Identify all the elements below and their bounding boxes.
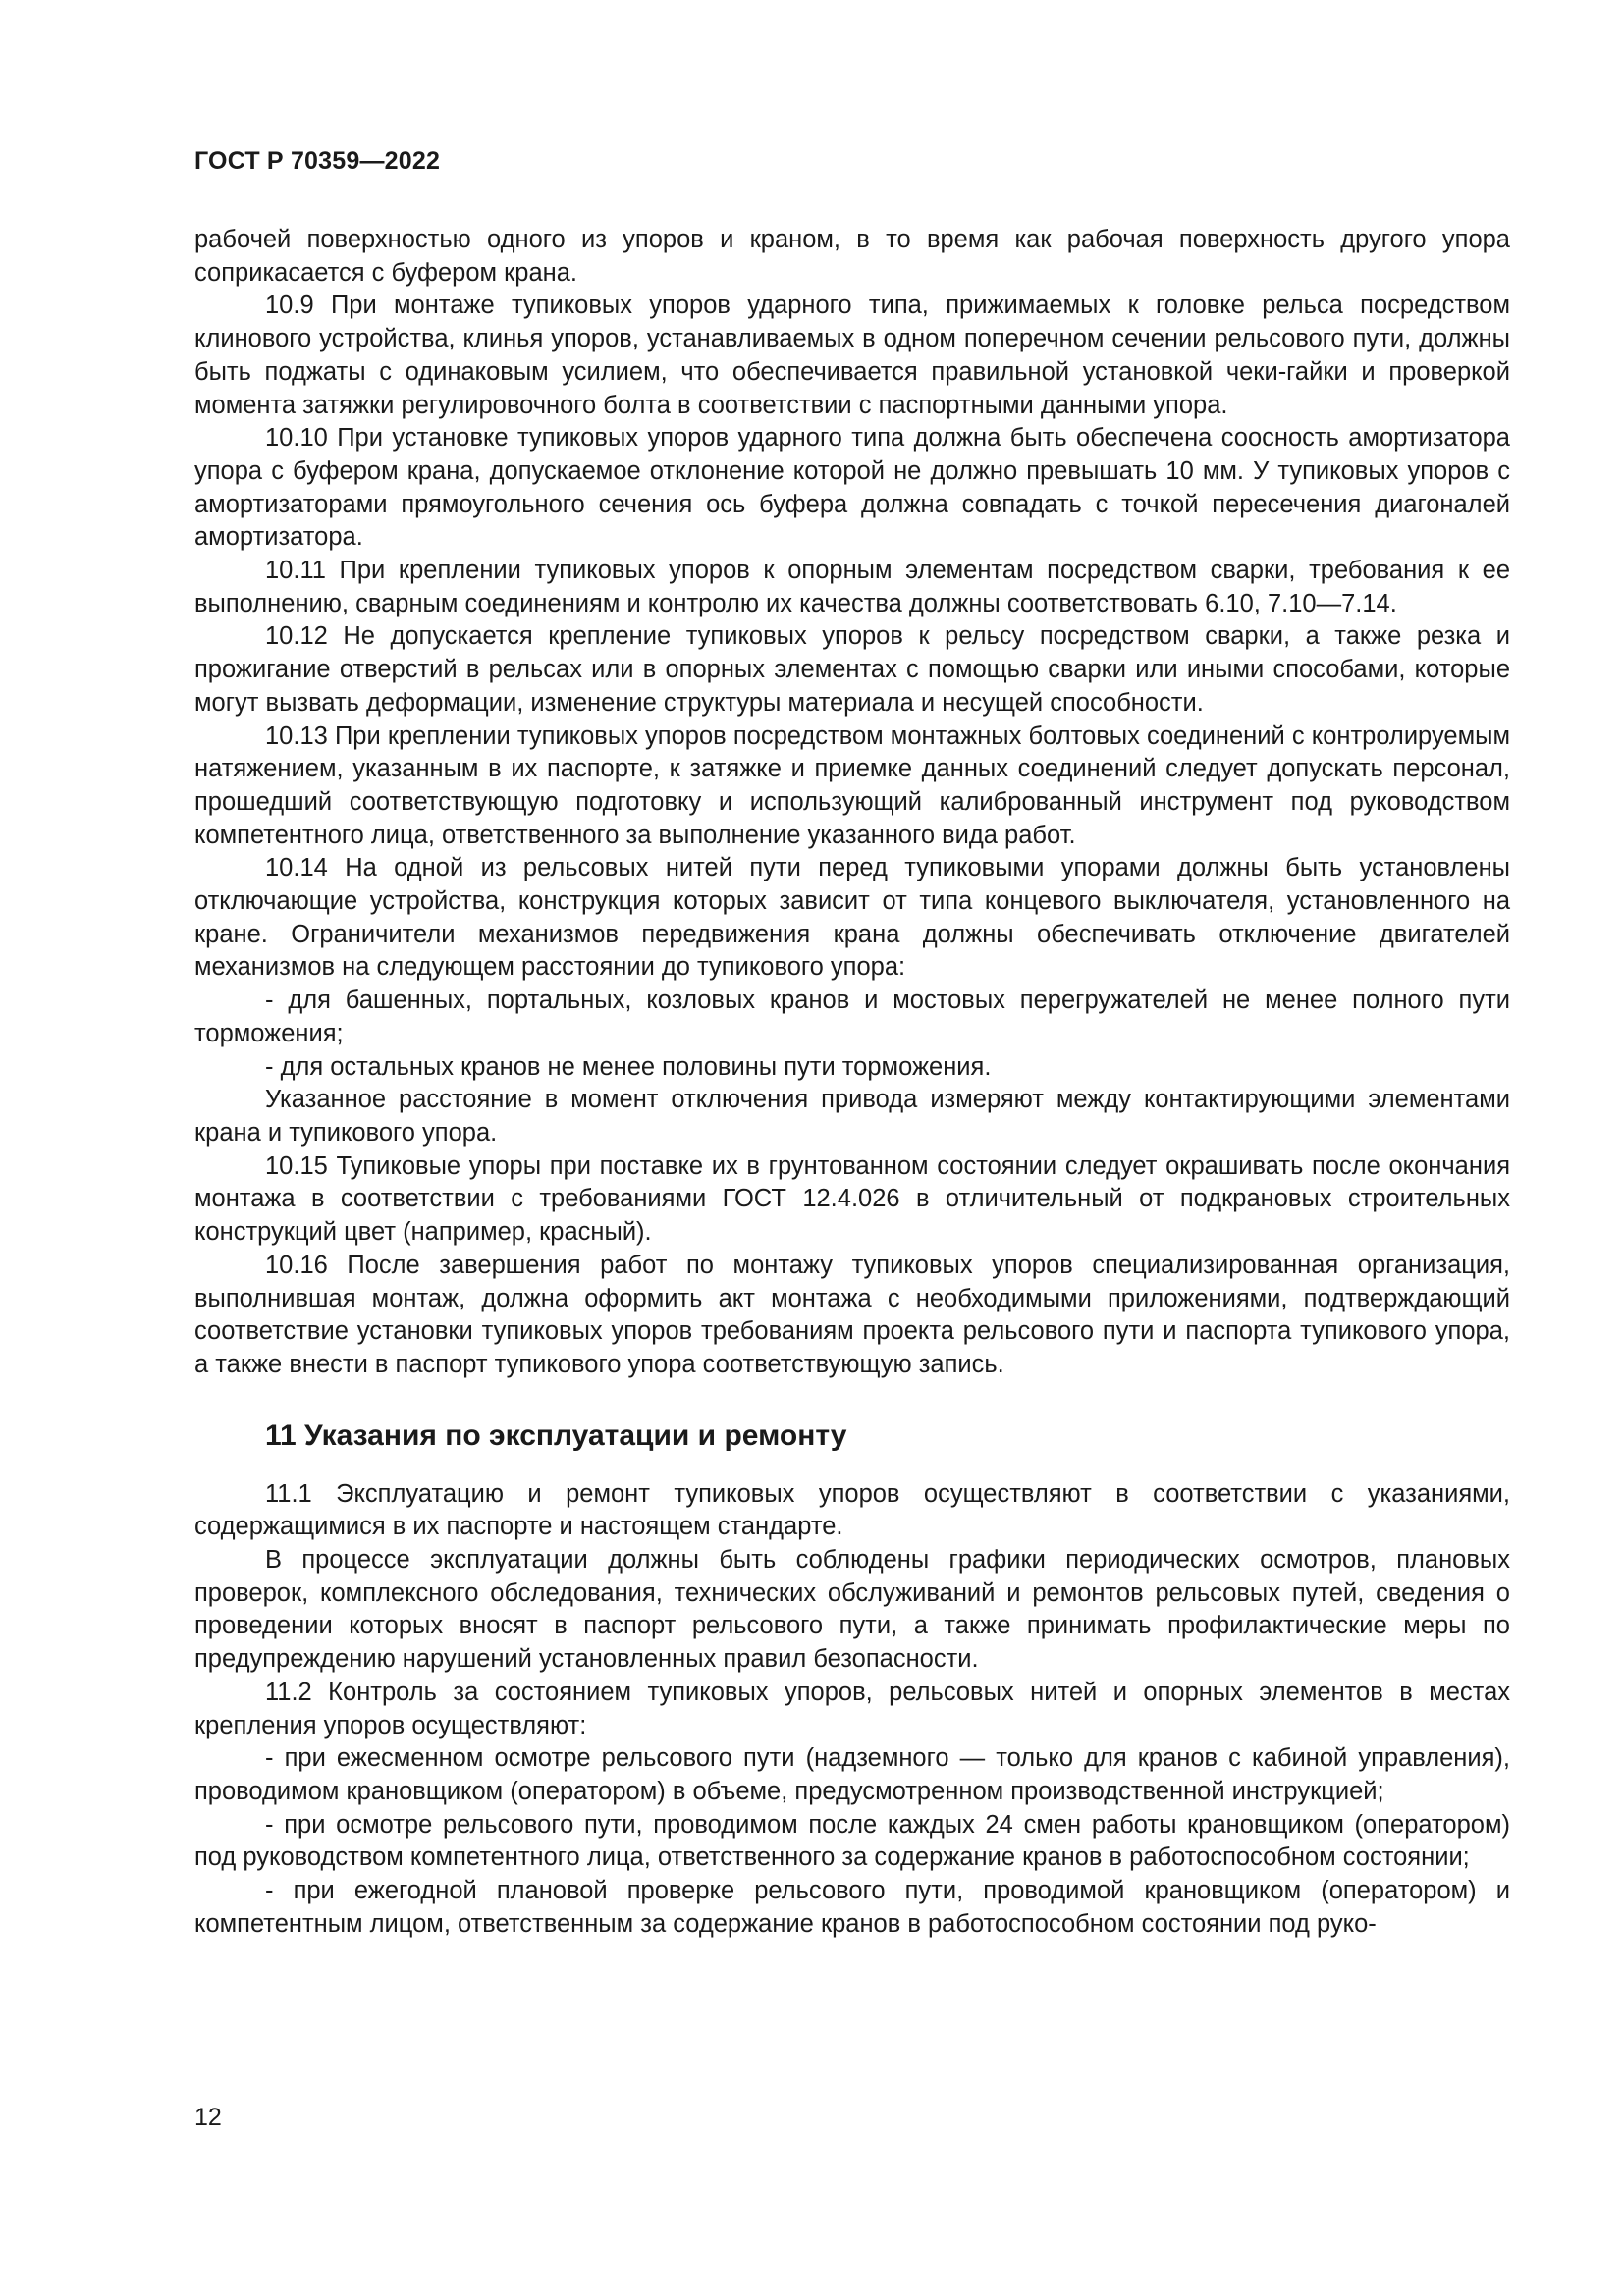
paragraph: 11.1 Эксплуатацию и ремонт тупиковых упоров осуществляют в соответствии с указаниями, содержащимися в их паспорте и настоящем стандарте. bbox=[194, 1479, 1510, 1541]
document-body bbox=[194, 224, 1510, 1941]
paragraph: 10.16 После завершения работ по монтажу тупиковых упоров специализированная организация, выполнившая монтаж, должна оформить акт монтажа с необходимыми приложениями, подтверждающий соответствие установки тупиковых упоров требованиям проекта рельсового пути и паспорта тупикового упора, а также внести в паспорт тупикового упора соответствующую запись. bbox=[194, 1251, 1510, 1378]
paragraph: рабочей поверхностью одного из упоров и краном, в то время как рабочая поверхность другого упора соприкасается с буфером крана. bbox=[194, 226, 1510, 287]
page-number: 12 bbox=[194, 2104, 222, 2131]
paragraph: 11.2 Контроль за состоянием тупиковых упоров, рельсовых нитей и опорных элементов в местах крепления упоров осуществляют: bbox=[194, 1678, 1510, 1739]
paragraph: В процессе эксплуатации должны быть соблюдены графики периодических осмотров, плановых проверок, комплексного обследования, технических обслуживаний и ремонтов рельсовых путей, сведения о проведении которых вносят в паспорт рельсового пути, а также принимать профилактические меры по предупреждению нарушений установленных правил безопасности. bbox=[194, 1546, 1510, 1674]
section-title: 11 Указания по эксплуатации и ремонту bbox=[265, 1418, 847, 1452]
paragraph: 10.12 Не допускается крепление тупиковых упоров к рельсу посредством сварки, а также резка и прожигание отверстий в рельсах или в опорных элементах с помощью сварки или иными способами, которые могут вызвать деформации, изменение структуры материала и несущей способности. bbox=[194, 622, 1510, 717]
paragraph: 10.13 При креплении тупиковых упоров посредством монтажных болтовых соединений с контролируемым натяжением, указанным в их паспорте, к затяжке и приемке данных соединений следует допускать персонал, прошедший соответствующую подготовку и использующий калиброванный инструмент под руководством компетентного лица, ответственного за выполнение указанного вида работ. bbox=[194, 721, 1510, 849]
paragraph: 10.15 Тупиковые упоры при поставке их в грунтованном состоянии следует окрашивать после окончания монтажа в соответствии с требованиями ГОСТ 12.4.026 в отличительный от подкрановых строительных конструкций цвет (например, красный). bbox=[194, 1151, 1510, 1247]
document-header: ГОСТ Р 70359—2022 bbox=[194, 147, 441, 175]
section-10-continuation bbox=[194, 224, 1510, 1382]
section-11-body bbox=[194, 1478, 1510, 1942]
paragraph: - при ежесменном осмотре рельсового пути (надземного — только для кранов с кабиной управления), проводимом крановщиком (оператором) в объеме, предусмотренном производственной инструкцией; bbox=[194, 1744, 1510, 1805]
paragraph: Указанное расстояние в момент отключения привода измеряют между контактирующими элементами крана и тупикового упора. bbox=[194, 1086, 1510, 1147]
paragraph: 10.10 При установке тупиковых упоров ударного типа должна быть обеспечена соосность амортизатора упора с буфером крана, допускаемое отклонение которой не должно превышать 10 мм. У тупиковых упоров с амортизаторами прямоугольного сечения ось буфера должна совпадать с точкой пересечения диагоналей амортизатора. bbox=[194, 424, 1510, 552]
paragraph: 10.9 При монтаже тупиковых упоров ударного типа, прижимаемых к головке рельса посредством клинового устройства, клинья упоров, устанавливаемых в одном поперечном сечении рельсового пути, должны быть поджаты с одинаковым усилием, что обеспечивается правильной установкой чеки-гайки и проверкой момента затяжки регулировочного болта в соответствии с паспортными данными упора. bbox=[194, 292, 1510, 419]
paragraph: - для башенных, портальных, козловых кранов и мостовых перегружателей не менее полного пути торможения; bbox=[194, 987, 1510, 1047]
paragraph: 10.11 При креплении тупиковых упоров к опорным элементам посредством сварки, требования к ее выполнению, сварным соединениям и контролю их качества должны соответствовать 6.10, 7.10—7.14. bbox=[194, 557, 1510, 617]
paragraph: - для остальных кранов не менее половины пути торможения. bbox=[265, 1052, 992, 1081]
paragraph: - при осмотре рельсового пути, проводимом после каждых 24 смен работы крановщиком (оператором) под руководством компетентного лица, ответственного за содержание кранов в работоспособном состоянии; bbox=[194, 1810, 1510, 1872]
paragraph: 10.14 На одной из рельсовых нитей пути перед тупиковыми упорами должны быть установлены отключающие устройства, конструкция которых зависит от типа концевого выключателя, установленного на кране. Ограничители механизмов передвижения крана должны обеспечивать отключение двигателей механизмов на следующем расстоянии до тупикового упора: bbox=[194, 854, 1510, 982]
paragraph: - при ежегодной плановой проверке рельсового пути, проводимой крановщиком (оператором) и компетентным лицом, ответственным за содержание кранов в работоспособном состоянии под руко- bbox=[194, 1877, 1510, 1938]
